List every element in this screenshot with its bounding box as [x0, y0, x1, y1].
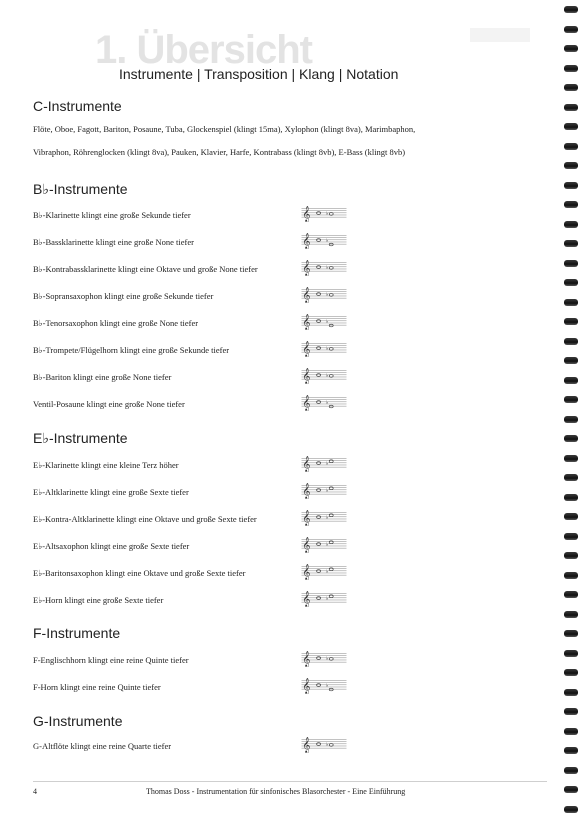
ghost-print	[470, 28, 530, 42]
spiral-ring	[564, 260, 578, 267]
svg-text:♭: ♭	[325, 291, 329, 298]
svg-text:𝄞: 𝄞	[302, 591, 311, 607]
spiral-ring	[564, 650, 578, 657]
music-staff-icon	[299, 393, 349, 411]
instrument-label: E♭-Klarinette klingt eine kleine Terz höher	[33, 460, 179, 470]
music-staff-icon	[299, 231, 349, 249]
instrument-label: E♭-Baritonsaxophon klingt eine Oktave und große Sexte tiefer	[33, 568, 246, 578]
section-heading: G-Instrumente	[33, 713, 123, 729]
music-staff-icon	[299, 339, 349, 357]
spiral-ring	[564, 143, 578, 150]
spiral-ring	[564, 689, 578, 696]
instrument-label: Ventil-Posaune klingt eine große None tiefer	[33, 399, 185, 409]
spiral-ring	[564, 123, 578, 130]
svg-text:♭: ♭	[325, 514, 329, 521]
spiral-ring	[564, 708, 578, 715]
instrument-label: E♭-Horn klingt eine große Sexte tiefer	[33, 595, 164, 605]
spiral-ring	[564, 806, 578, 813]
spiral-ring	[564, 767, 578, 774]
instrument-label: E♭-Altklarinette klingt eine große Sexte tiefer	[33, 487, 189, 497]
spiral-ring	[564, 221, 578, 228]
instrument-label: E♭-Kontra-Altklarinette klingt eine Oktave und große Sexte tiefer	[33, 514, 257, 524]
spiral-ring	[564, 572, 578, 579]
svg-text:♭: ♭	[325, 682, 329, 689]
spiral-ring	[564, 240, 578, 247]
spiral-ring	[564, 279, 578, 286]
spiral-ring	[564, 396, 578, 403]
instrument-label: B♭-Sopransaxophon klingt eine große Sekunde tiefer	[33, 291, 214, 301]
spiral-ring	[564, 201, 578, 208]
section-heading: E♭-Instrumente	[33, 430, 128, 446]
svg-text:♭: ♭	[325, 264, 329, 271]
svg-text:𝄞: 𝄞	[302, 314, 311, 330]
spiral-ring	[564, 786, 578, 793]
instrument-label: G-Altflöte klingt eine reine Quarte tiefer	[33, 741, 172, 751]
spiral-ring	[564, 728, 578, 735]
svg-text:♭: ♭	[325, 345, 329, 352]
spiral-ring	[564, 299, 578, 306]
c-instruments-line-2: Vibraphon, Röhrenglocken (klingt 8va), Pauken, Klavier, Harfe, Kontrabass (klingt 8vb), E-Bass (klingt 8vb)	[33, 147, 406, 157]
svg-text:𝄞: 𝄞	[302, 368, 311, 384]
spiral-ring	[564, 494, 578, 501]
spiral-ring	[564, 318, 578, 325]
spiral-ring	[564, 338, 578, 345]
svg-text:♭: ♭	[325, 487, 329, 494]
footer-rule	[33, 781, 547, 782]
music-staff-icon	[299, 285, 349, 303]
spiral-ring	[564, 669, 578, 676]
svg-text:𝄞: 𝄞	[302, 206, 311, 222]
instrument-label: E♭-Altsaxophon klingt eine große Sexte tiefer	[33, 541, 190, 551]
svg-text:♭: ♭	[325, 372, 329, 379]
svg-text:𝄞: 𝄞	[302, 651, 311, 667]
svg-text:𝄞: 𝄞	[302, 537, 311, 553]
spiral-ring	[564, 162, 578, 169]
svg-text:♭: ♭	[325, 318, 329, 325]
music-staff-icon	[299, 508, 349, 526]
spiral-ring	[564, 533, 578, 540]
music-staff-icon	[299, 562, 349, 580]
spiral-ring	[564, 26, 578, 33]
section-heading-c: C-Instrumente	[33, 98, 122, 114]
svg-text:𝄞: 𝄞	[302, 678, 311, 694]
instrument-label: B♭-Bariton klingt eine große None tiefer	[33, 372, 172, 382]
chapter-subtitle: Instrumente | Transposition | Klang | Notation	[119, 66, 399, 82]
music-staff-icon	[299, 204, 349, 222]
instrument-label: B♭-Trompete/Flügelhorn klingt eine große Sekunde tiefer	[33, 345, 230, 355]
spiral-ring	[564, 357, 578, 364]
svg-text:𝄞: 𝄞	[302, 260, 311, 276]
chapter-title: 1. Übersicht	[95, 28, 312, 72]
spiral-ring	[564, 455, 578, 462]
svg-text:♭: ♭	[325, 568, 329, 575]
svg-text:𝄞: 𝄞	[302, 233, 311, 249]
spiral-ring	[564, 630, 578, 637]
spiral-ring	[564, 591, 578, 598]
svg-text:𝄞: 𝄞	[302, 510, 311, 526]
svg-text:♭: ♭	[325, 595, 329, 602]
music-staff-icon	[299, 589, 349, 607]
spiral-ring	[564, 747, 578, 754]
footer-text: Thomas Doss - Instrumentation für sinfonisches Blasorchester - Eine Einführung	[146, 787, 406, 796]
spiral-ring	[564, 474, 578, 481]
spiral-ring	[564, 104, 578, 111]
spiral-ring	[564, 416, 578, 423]
music-staff-icon	[299, 312, 349, 330]
spiral-ring	[564, 513, 578, 520]
music-staff-icon	[299, 676, 349, 694]
svg-text:♭: ♭	[325, 541, 329, 548]
music-staff-icon	[299, 649, 349, 667]
section-heading: F-Instrumente	[33, 625, 121, 641]
svg-text:♭: ♭	[325, 655, 329, 662]
spiral-ring	[564, 611, 578, 618]
spiral-binding	[563, 0, 579, 819]
svg-text:♭: ♭	[325, 210, 329, 217]
page-number: 4	[33, 787, 37, 796]
instrument-label: B♭-Bassklarinette klingt eine große None tiefer	[33, 237, 194, 247]
music-staff-icon	[299, 735, 349, 753]
spiral-ring	[564, 65, 578, 72]
instrument-label: B♭-Tenorsaxophon klingt eine große None tiefer	[33, 318, 199, 328]
music-staff-icon	[299, 454, 349, 472]
spiral-ring	[564, 182, 578, 189]
spiral-ring	[564, 552, 578, 559]
svg-text:♭: ♭	[325, 237, 329, 244]
instrument-label: B♭-Kontrabassklarinette klingt eine Oktave und große None tiefer	[33, 264, 258, 274]
section-heading: B♭-Instrumente	[33, 181, 128, 197]
music-staff-icon	[299, 481, 349, 499]
svg-text:𝄞: 𝄞	[302, 287, 311, 303]
c-instruments-line-1: Flöte, Oboe, Fagott, Bariton, Posaune, Tuba, Glockenspiel (klingt 15ma), Xylophon (klingt 8va), Marimbaphon,	[33, 124, 416, 134]
spiral-ring	[564, 45, 578, 52]
instrument-label: F-Horn klingt eine reine Quinte tiefer	[33, 682, 161, 692]
music-staff-icon	[299, 366, 349, 384]
svg-text:𝄞: 𝄞	[302, 737, 311, 753]
svg-text:♭: ♭	[325, 741, 329, 748]
spiral-ring	[564, 435, 578, 442]
svg-text:𝄞: 𝄞	[302, 341, 311, 357]
svg-text:♭: ♭	[325, 399, 329, 406]
svg-text:𝄞: 𝄞	[302, 483, 311, 499]
instrument-label: B♭-Klarinette klingt eine große Sekunde tiefer	[33, 210, 191, 220]
spiral-ring	[564, 6, 578, 13]
spiral-ring	[564, 377, 578, 384]
svg-text:𝄞: 𝄞	[302, 395, 311, 411]
svg-text:𝄞: 𝄞	[302, 564, 311, 580]
spiral-ring	[564, 84, 578, 91]
svg-text:𝄞: 𝄞	[302, 456, 311, 472]
svg-text:♭: ♭	[325, 460, 329, 467]
instrument-label: F-Englischhorn klingt eine reine Quinte tiefer	[33, 655, 189, 665]
music-staff-icon	[299, 258, 349, 276]
music-staff-icon	[299, 535, 349, 553]
